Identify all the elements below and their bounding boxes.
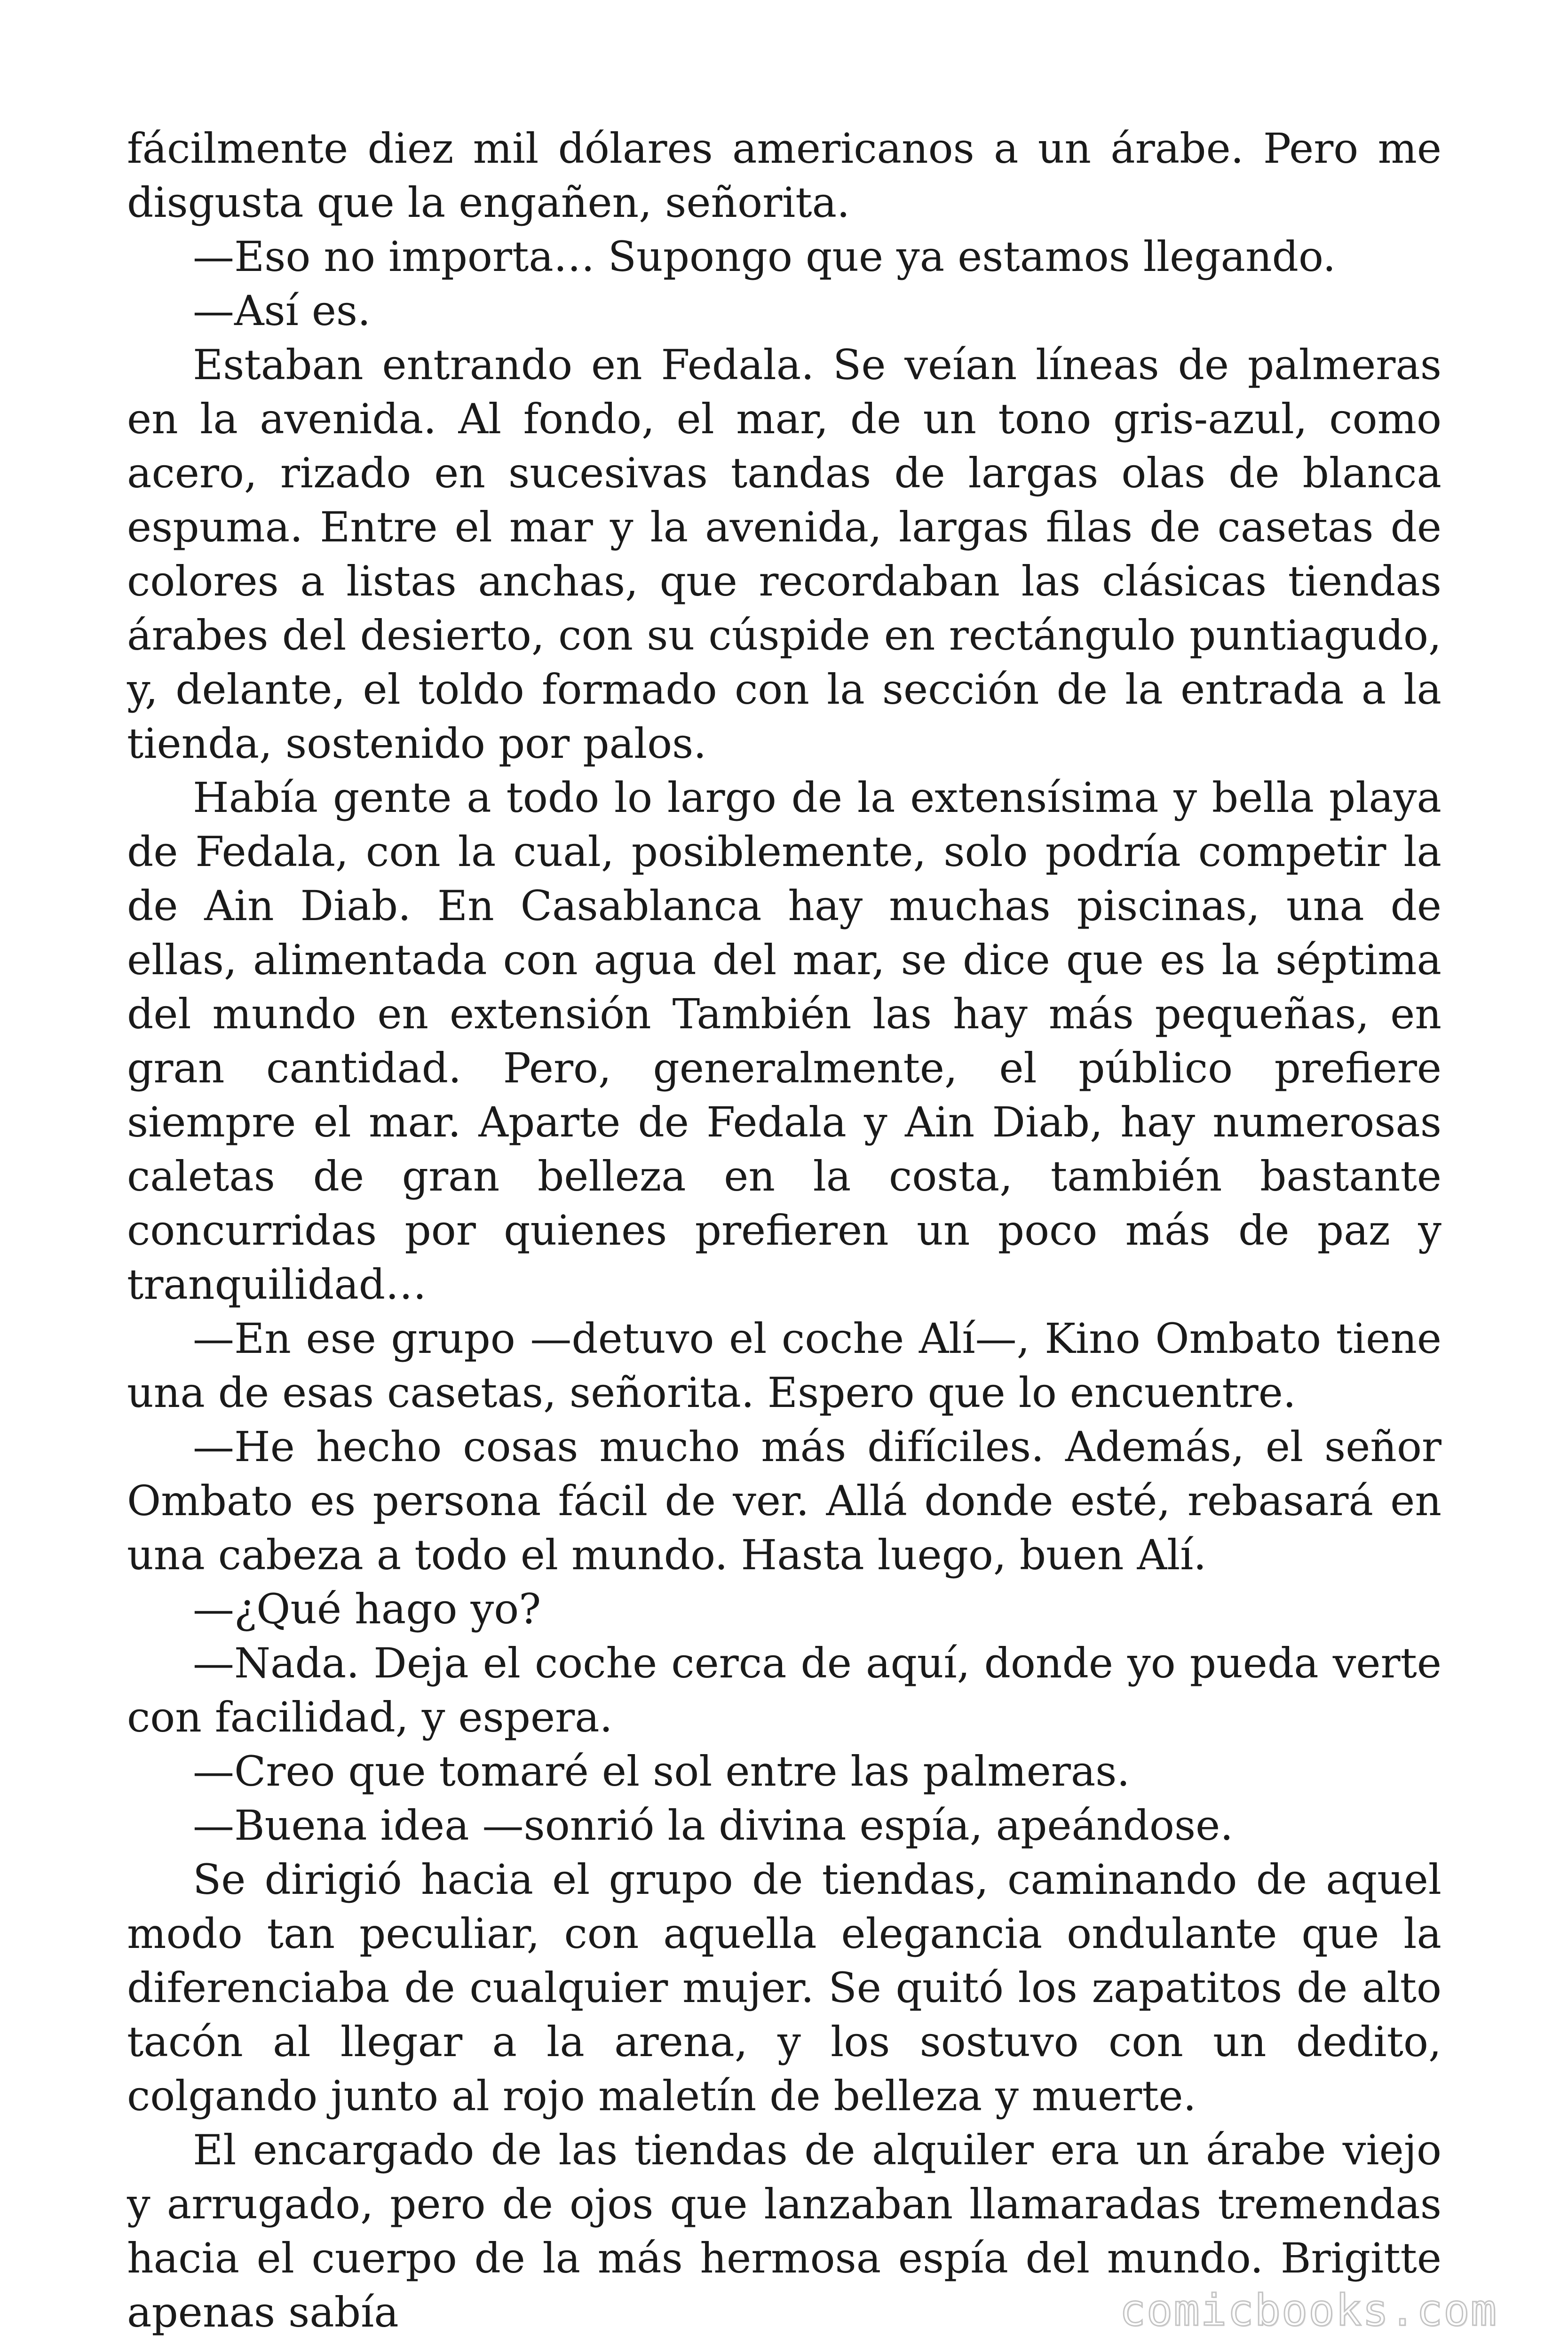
watermark: comicbooks.com: [1119, 2285, 1497, 2336]
paragraph-13: El encargado de las tiendas de alquiler era un árabe viejo y arrugado, pero de ojos que lanzaban llamaradas tremendas hacia el cuerpo de la más hermosa espía del mundo. Brigitte apenas sabía: [127, 2126, 1441, 2336]
paragraph-8: —¿Qué hago yo?: [193, 1585, 541, 1633]
paragraph-10: —Creo que tomaré el sol entre las palmeras.: [193, 1747, 1130, 1796]
paragraph-3: —Así es.: [193, 286, 371, 335]
paragraph-9: —Nada. Deja el coche cerca de aquí, donde yo pueda verte con facilidad, y espera.: [127, 1639, 1441, 1741]
paragraph-12: Se dirigió hacia el grupo de tiendas, caminando de aquel modo tan peculiar, con aquella elegancia ondulante que la diferenciaba de cualquier mujer. Se quitó los zapatitos de alto tacón al llegar a la arena, y los sostuvo con un dedito, colgando junto al rojo maletín de belleza y muerte.: [127, 1855, 1441, 2120]
paragraph-7: —He hecho cosas mucho más difíciles. Además, el señor Ombato es persona fácil de ver. Allá donde esté, rebasará en una cabeza a todo el mundo. Hasta luego, buen Alí.: [127, 1422, 1441, 1579]
paragraph-11: —Buena idea —sonrió la divina espía, apeándose.: [193, 1801, 1234, 1850]
paragraph-6: —En ese grupo —detuvo el coche Alí—, Kino Ombato tiene una de esas casetas, señorita. Espero que lo encuentre.: [127, 1314, 1441, 1417]
paragraph-1: fácilmente diez mil dólares americanos a un árabe. Pero me disgusta que la engañen, señorita.: [127, 124, 1441, 227]
paragraph-4: Estaban entrando en Fedala. Se veían líneas de palmeras en la avenida. Al fondo, el mar, de un tono gris-azul, como acero, rizado en sucesivas tandas de largas olas de blanca espuma. Entre el mar y la avenida, largas filas de casetas de colores a listas anchas, que recordaban las clásicas tiendas árabes del desierto, con su cúspide en rectángulo puntiagudo, y, delante, el toldo formado con la sección de la entrada a la tienda, sostenido por palos.: [127, 341, 1441, 768]
paragraph-2: —Eso no importa… Supongo que ya estamos llegando.: [193, 232, 1336, 281]
paragraph-5: Había gente a todo lo largo de la extensísima y bella playa de Fedala, con la cual, posiblemente, solo podría competir la de Ain Diab. En Casablanca hay muchas piscinas, una de ellas, alimentada con agua del mar, se dice que es la séptima del mundo en extensión También las hay más pequeñas, en gran cantidad. Pero, generalmente, el público prefiere siempre el mar. Aparte de Fedala y Ain Diab, hay numerosas caletas de gran belleza en la costa, también bastante concurridas por quienes prefieren un poco más de paz y tranquilidad…: [127, 773, 1441, 1309]
